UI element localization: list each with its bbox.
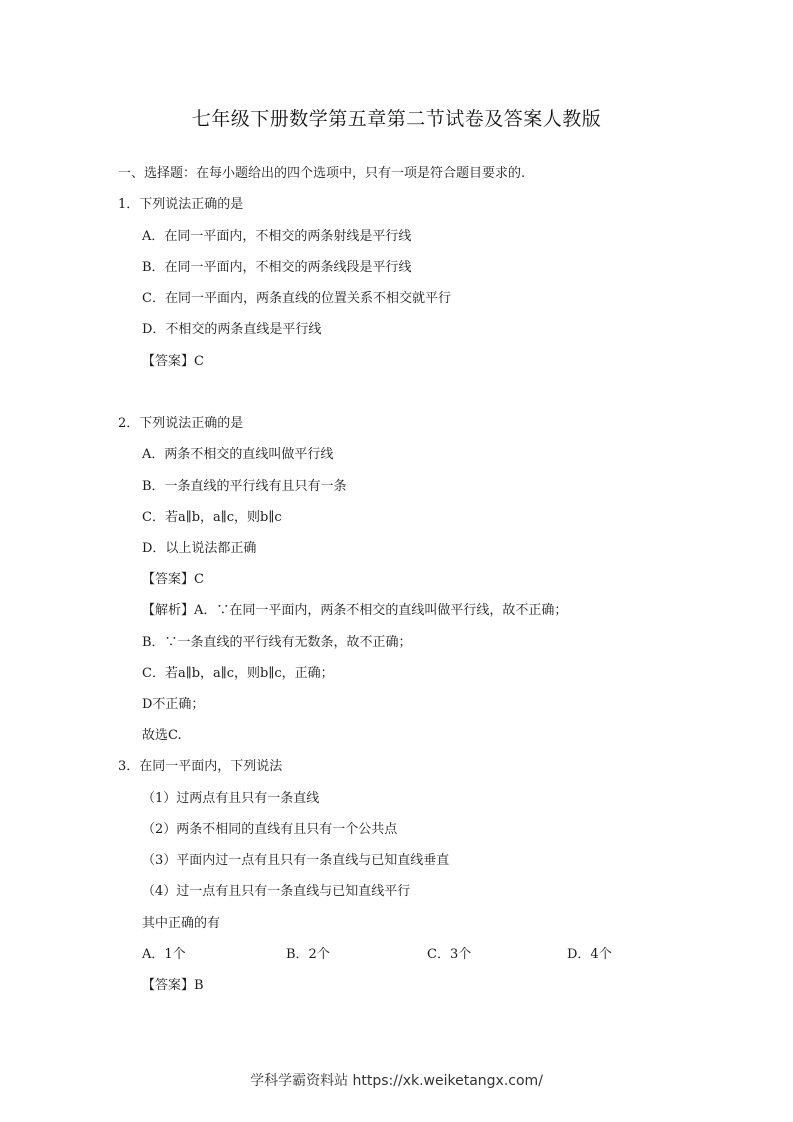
q2-option-a: A．两条不相交的直线叫做平行线 [142,447,334,462]
q2-analysis-line: 【解析】A．∵在同一平面内，两条不相交的直线叫做平行线，故不正确； [142,603,568,618]
q2-analysis-line: 故选C. [142,728,182,743]
q2-stem: 2．下列说法正确的是 [118,416,244,431]
q1-answer: 【答案】C [142,354,204,369]
q3-stem: 3．在同一平面内，下列说法 [118,759,283,774]
document-title: 七年级下册数学第五章第二节试卷及答案人教版 [191,108,602,130]
q3-option-b: B．2个 [286,947,330,962]
q3-question: 其中正确的有 [142,916,221,931]
q1-option-c: C．在同一平面内，两条直线的位置关系不相交就平行 [142,291,451,306]
q2-option-b: B．一条直线的平行线有且只有一条 [142,479,347,494]
section-heading: 一、选择题：在每小题给出的四个选项中，只有一项是符合题目要求的. [118,166,526,181]
q2-option-c: C．若a∥b，a∥c，则b∥c [142,510,282,525]
q3-statement-3: （3）平面内过一点有且只有一条直线与已知直线垂直 [142,853,450,868]
q1-option-d: D．不相交的两条直线是平行线 [142,322,322,337]
footer-watermark: 学科学霸资料站 https://xk.weiketangx.com/ [250,1073,543,1089]
q1-stem: 1．下列说法正确的是 [118,197,244,212]
q2-option-d: D．以上说法都正确 [142,541,257,556]
q3-statement-1: （1）过两点有且只有一条直线 [142,791,320,806]
q3-statement-2: （2）两条不相同的直线有且只有一个公共点 [142,822,398,837]
q3-answer: 【答案】B [142,978,204,993]
q2-analysis-line: D不正确； [142,697,205,712]
q3-option-c: C．3个 [427,947,472,962]
q1-option-b: B．在同一平面内，不相交的两条线段是平行线 [142,260,412,275]
q2-analysis-line: B．∵一条直线的平行线有无数条，故不正确； [142,635,412,650]
q2-analysis-line: C．若a∥b，a∥c，则b∥c，正确； [142,666,334,681]
q1-option-a: A．在同一平面内，不相交的两条射线是平行线 [142,229,412,244]
q3-option-a: A．1个 [142,947,186,962]
q2-answer: 【答案】C [142,572,204,587]
q3-statement-4: （4）过一点有且只有一条直线与已知直线平行 [142,884,411,899]
q3-option-d: D．4个 [567,947,612,962]
